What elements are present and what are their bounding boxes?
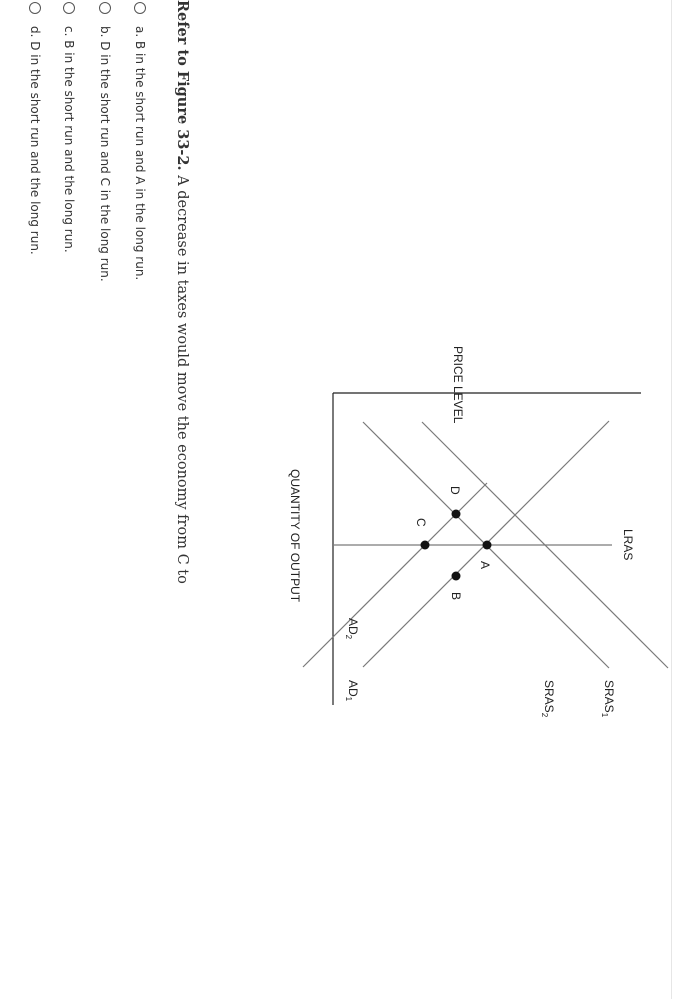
option-a[interactable] [130,2,150,322]
point-a-label: A [478,561,492,570]
point-c-label: C [414,518,428,527]
ad1-label: $AD_1$ [344,680,360,702]
option-d-label: d. D in the short run and the long run. [28,26,42,255]
option-b[interactable] [95,2,115,322]
sras2-label: $SRAS_2$ [540,680,556,718]
radio-button-icon[interactable] [63,2,75,14]
sras1-label: $SRAS_1$ [600,680,616,718]
lras-label: LRAS [621,529,635,561]
option-d[interactable] [25,2,45,322]
question-text [174,0,191,620]
point-d-label: D [448,486,462,495]
option-b-label: b. D in the short run and C in the long run. [98,26,112,282]
question-prompt: A decrease in taxes would move the economy from C to [174,175,190,584]
ad2-label: $AD_2$ [344,618,360,640]
point-c [421,541,430,550]
y-axis-label: PRICE LEVEL [451,346,465,424]
radio-button-icon[interactable] [99,2,111,14]
radio-button-icon[interactable] [29,2,41,14]
figure-33-2 [195,0,675,999]
point-b [452,572,461,581]
radio-button-icon[interactable] [134,2,146,14]
option-c[interactable] [59,2,79,322]
point-d [452,510,461,519]
point-a [483,541,492,550]
x-axis-label: QUANTITY OF OUTPUT [288,469,302,603]
option-a-label: a. B in the short run and A in the long run. [133,26,147,281]
question-figure-reference: Refer to Figure 33-2. [174,0,191,171]
point-b-label: B [449,592,463,601]
option-c-label: c. B in the short run and the long run. [62,26,76,253]
